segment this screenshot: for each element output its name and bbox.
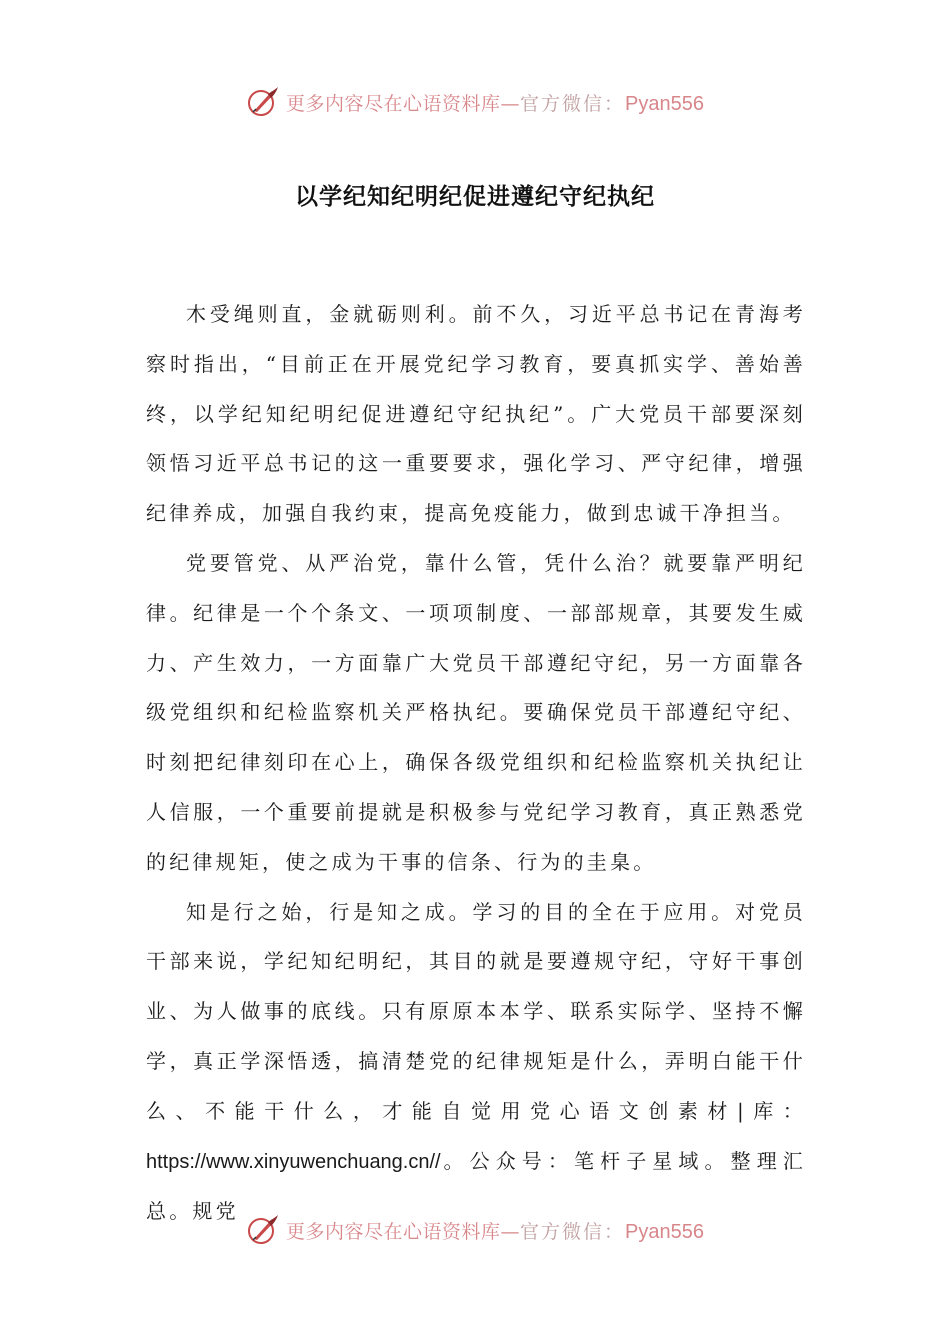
paragraph-3-text: 知是行之始，行是知之成。学习的目的全在于应用。对党员干部来说，学纪知纪明纪，其目的就是要遵规守纪，守好干事创业、为人做事的底线。只有原原本本学、联系实际学、坚持不懈学，真正学深悟透，搞清楚党的纪律规矩是什么，弄明白能干什么、不能干什么，才能自觉用党心语文创素材|库： (146, 899, 806, 1123)
header-banner-text (286, 89, 704, 116)
header-banner-title: 更多内容尽在心语资料库 (286, 92, 501, 115)
footer-banner-text (286, 1217, 704, 1244)
header-banner (0, 80, 950, 124)
quill-logo-icon (246, 85, 280, 119)
footer-wechat-label: 官方微信： (520, 1220, 626, 1243)
paragraph-1: 木受绳则直，金就砺则利。前不久，习近平总书记在青海考察时指出，“目前正在开展党纪学习教育，要真抓实学、善始善终，以学纪知纪明纪促进遵纪守纪执纪”。广大党员干部要深刻领悟习近平总书记的这一重要要求，强化学习、严守纪律，增强纪律养成，加强自我约束，提高免疫能力，做到忠诚干净担当。 (146, 302, 806, 526)
quill-logo-icon (246, 1213, 280, 1247)
footer-banner-title: 更多内容尽在心语资料库 (286, 1220, 501, 1243)
header-banner-separator: — (500, 92, 521, 115)
document-body (146, 290, 806, 1237)
paragraph-3-tail: 。公众号：笔杆子星域。整理汇总。规党 (146, 1148, 806, 1224)
paragraph-3 (146, 888, 806, 1238)
footer-banner-separator: — (500, 1220, 521, 1243)
footer-wechat-id: Pyan556 (625, 1220, 704, 1243)
footer-banner (0, 1208, 950, 1252)
header-wechat-label: 官方微信： (520, 92, 626, 115)
document-title: 以学纪知纪明纪促进遵纪守纪执纪 (295, 184, 655, 210)
paragraph-2: 党要管党、从严治党，靠什么管，凭什么治？就要靠严明纪律。纪律是一个个条文、一项项制度、一部部规章，其要发生威力、产生效力，一方面靠广大党员干部遵纪守纪，另一方面靠各级党组织和纪检监察机关严格执纪。要确保党员干部遵纪守纪、时刻把纪律刻印在心上，确保各级党组织和纪检监察机关执纪让人信服，一个重要前提就是积极参与党纪学习教育，真正熟悉党的纪律规矩，使之成为干事的信条、行为的圭臬。 (146, 550, 806, 874)
source-url-link[interactable]: https://www.xinyuwenchuang.cn// (146, 1150, 441, 1173)
header-wechat-id: Pyan556 (625, 92, 704, 115)
